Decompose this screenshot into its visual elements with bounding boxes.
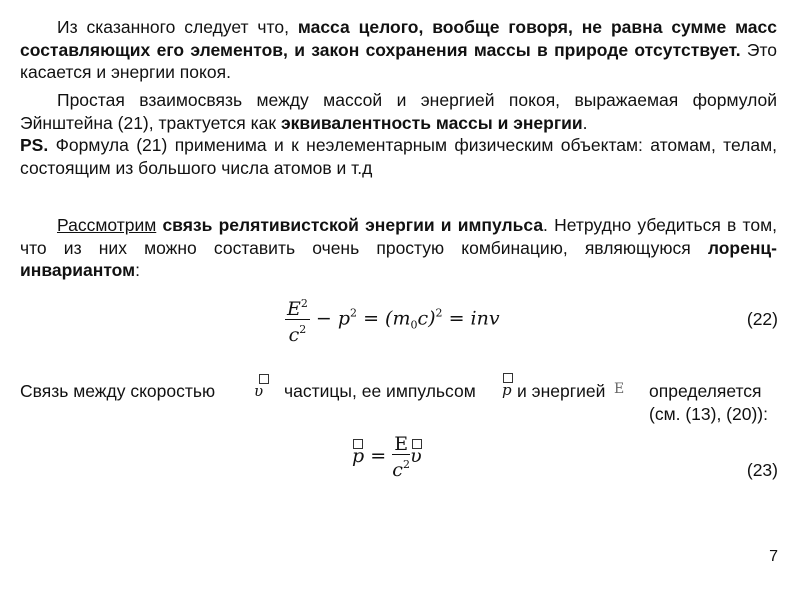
vector-arrow-icon xyxy=(412,439,422,449)
para4-text-3: и энергией xyxy=(517,381,606,401)
para4-text-2: частицы, ее импульсом xyxy=(284,381,476,401)
para4-text-4: определяется (см. (13), (20)): xyxy=(649,381,768,424)
para2-text-1: Простая взаимосвязь между массой и энергией покоя, выражаемая формулой Эйнштейна (21), трактуется как xyxy=(20,90,777,133)
para3-bold-lorentz-invariant: лоренц-инвариантом xyxy=(20,237,777,280)
energy-symbol: E xyxy=(614,381,625,397)
para2-text-3: Формула (21) применима и к неэлементарным физическим объектам: атомам, телам, состоящим из большого числа атомов и т.д xyxy=(20,135,777,178)
para4-text-1: Связь между скоростью xyxy=(20,381,216,401)
paragraph-energy-momentum xyxy=(20,214,777,282)
vector-arrow-icon xyxy=(353,439,363,449)
para1-bold-statement: масса целого, вообще говоря, не равна сумме масс составляющих его элементов, и закон сохранения массы в природе отсутствует. xyxy=(20,17,778,60)
para3-text-1: . Нетрудно убедиться в том, что из них можно составить очень простую комбинацию, являющуюся xyxy=(20,215,777,258)
paragraph-mass-not-conserved xyxy=(20,16,777,84)
equation-22: $\frac{E^2}{c^2}$ − $p^2 = (m_0c)^2$ = inv xyxy=(285,294,500,345)
para2-text-2: . xyxy=(582,112,588,133)
eq23-fraction: $\frac{E}{c^2}$ xyxy=(392,433,410,481)
paragraph-mass-energy-equivalence xyxy=(20,89,777,179)
velocity-symbol: υ xyxy=(254,382,264,400)
para2-bold-equivalence: эквивалентность массы и энергии xyxy=(280,112,583,133)
equation-23: p = $\frac{E}{c^2}$ υ xyxy=(352,433,422,481)
equation-number-23: (23) xyxy=(746,460,778,480)
ps-label: PS. xyxy=(20,135,49,155)
page-number: 7 xyxy=(769,548,778,565)
underlined-consider: Рассмотрим xyxy=(57,215,157,235)
eq22-fraction: $\frac{E^2}{c^2}$ xyxy=(285,294,310,345)
para1-text-2: Это касается и энергии покоя. xyxy=(20,39,778,82)
para3-text-2: : xyxy=(135,260,140,280)
para3-bold-relation: связь релятивистской энергии и импульса xyxy=(162,215,544,235)
equation-number-22: (22) xyxy=(746,309,778,329)
momentum-symbol: p xyxy=(502,381,512,399)
para1-text-1: Из сказанного следует что, xyxy=(57,17,298,37)
